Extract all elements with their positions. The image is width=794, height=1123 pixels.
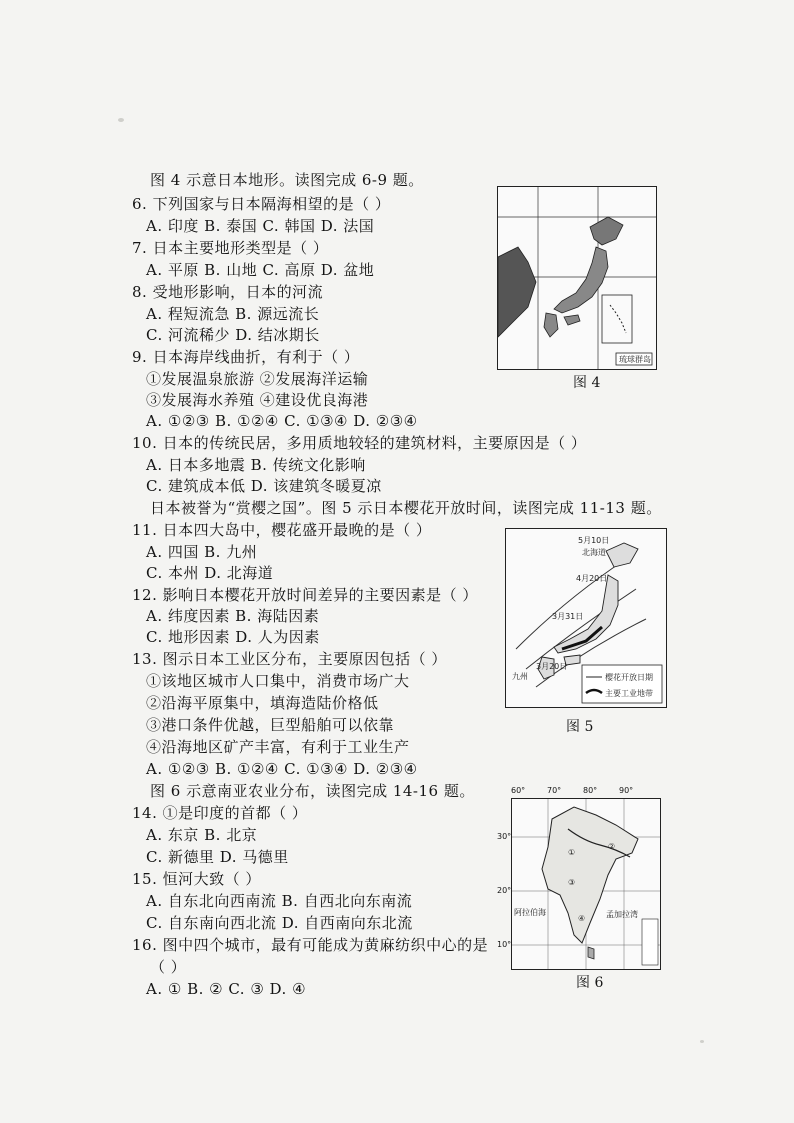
scan-speck xyxy=(118,118,124,122)
question-9-items-12: ①发展温泉旅游 ②发展海洋运输 xyxy=(146,370,369,388)
question-12-options-cd: C. 地形因素 D. 人为因素 xyxy=(146,628,320,646)
question-13-item-1: ①该地区城市人口集中，消费市场广大 xyxy=(146,672,410,690)
scan-speck xyxy=(700,1040,704,1043)
question-8-options-ab: A. 程短流急 B. 源远流长 xyxy=(146,305,320,323)
city-mark: ④ xyxy=(578,914,586,923)
box-label: 琉球群岛 xyxy=(619,355,651,364)
lon-label: 70° xyxy=(547,786,562,795)
legend-box xyxy=(642,919,658,965)
question-6-options: A. 印度 B. 泰国 C. 韩国 D. 法国 xyxy=(146,217,375,235)
question-10-options-ab: A. 日本多地震 B. 传统文化影响 xyxy=(146,456,366,474)
lat-label: 20° xyxy=(497,886,512,895)
date-label: 3月20日 xyxy=(536,662,568,671)
india-outline xyxy=(542,807,638,943)
question-9-items-34: ③发展海水养殖 ④建设优良海港 xyxy=(146,391,369,409)
city-mark: ③ xyxy=(568,878,576,887)
question-11-options-cd: C. 本州 D. 北海道 xyxy=(146,564,274,582)
question-13-options: A. ①②③ B. ①②④ C. ①③④ D. ②③④ xyxy=(146,760,418,778)
legend-industrial: 主要工业地带 xyxy=(605,689,653,698)
intro-figure-4: 图 4 示意日本地形。读图完成 6-9 题。 xyxy=(150,171,424,189)
honshu-shape xyxy=(554,247,608,313)
lat-label: 10° xyxy=(497,940,512,949)
intro-figure-5: 日本被誉为“赏樱之国”。图 5 示日本樱花开放时间，读图完成 11-13 题。 xyxy=(150,499,662,517)
date-label: 3月31日 xyxy=(552,612,584,621)
question-7: 7. 日本主要地形类型是（ ） xyxy=(132,239,329,257)
question-16: 16. 图中四个城市，最有可能成为黄麻纺织中心的是 xyxy=(132,936,489,954)
question-14-options-ab: A. 东京 B. 北京 xyxy=(146,826,258,844)
question-13: 13. 图示日本工业区分布，主要原因包括（ ） xyxy=(132,650,447,668)
figure-4-japan-terrain-map xyxy=(497,186,657,370)
japan-terrain-svg xyxy=(498,187,656,369)
question-9-options: A. ①②③ B. ①②④ C. ①③④ D. ②③④ xyxy=(146,412,418,430)
question-11: 11. 日本四大岛中，樱花盛开最晚的是（ ） xyxy=(132,521,432,539)
question-10: 10. 日本的传统民居，多用质地较轻的建筑材料，主要原因是（ ） xyxy=(132,434,587,452)
question-8: 8. 受地形影响，日本的河流 xyxy=(132,283,324,301)
question-15-options-ab: A. 自东北向西南流 B. 自西北向东南流 xyxy=(146,892,413,910)
question-15: 15. 恒河大致（ ） xyxy=(132,870,261,888)
question-16-options: A. ① B. ② C. ③ D. ④ xyxy=(146,980,307,998)
question-14-options-cd: C. 新德里 D. 马德里 xyxy=(146,848,289,866)
place-label: 北海道 xyxy=(582,548,606,557)
question-12-options-ab: A. 纬度因素 B. 海陆因素 xyxy=(146,607,320,625)
question-10-options-cd: C. 建筑成本低 D. 该建筑冬暖夏凉 xyxy=(146,477,382,495)
mainland-shape xyxy=(498,247,536,337)
ryukyu-inset-frame xyxy=(602,295,632,343)
sea-label: 孟加拉湾 xyxy=(606,910,638,919)
figure-5-caption: 图 5 xyxy=(566,719,594,735)
sri-lanka-shape xyxy=(588,947,594,959)
lon-label: 90° xyxy=(619,786,634,795)
south-asia-map-svg xyxy=(512,799,660,969)
figure-6-south-asia-map xyxy=(511,798,661,970)
sea-label: 阿拉伯海 xyxy=(514,908,546,917)
question-9: 9. 日本海岸线曲折，有利于（ ） xyxy=(132,348,360,366)
date-label: 4月20日 xyxy=(576,574,608,583)
sakura-map-svg xyxy=(506,529,666,707)
question-6: 6. 下列国家与日本隔海相望的是（ ） xyxy=(132,195,391,213)
figure-5-sakura-map xyxy=(505,528,667,708)
question-12: 12. 影响日本樱花开放时间差异的主要因素是（ ） xyxy=(132,586,478,604)
place-label: 九州 xyxy=(512,672,528,681)
legend-bloom-date: 樱花开放日期 xyxy=(605,673,653,682)
question-11-options-ab: A. 四国 B. 九州 xyxy=(146,543,258,561)
lon-label: 60° xyxy=(511,786,526,795)
lat-label: 30° xyxy=(497,832,512,841)
kyushu-shape xyxy=(544,313,558,337)
intro-figure-6: 图 6 示意南亚农业分布，读图完成 14-16 题。 xyxy=(150,782,475,800)
question-14: 14. ①是印度的首都（ ） xyxy=(132,804,308,822)
shikoku-shape xyxy=(564,315,580,325)
city-mark: ① xyxy=(568,848,576,857)
figure-6-caption: 图 6 xyxy=(576,975,604,991)
question-8-options-cd: C. 河流稀少 D. 结冰期长 xyxy=(146,326,320,344)
hokkaido-shape xyxy=(606,543,638,567)
city-mark: ② xyxy=(608,842,616,851)
question-16-bracket: （ ） xyxy=(150,958,187,976)
lon-label: 80° xyxy=(583,786,598,795)
question-13-item-2: ②沿海平原集中，填海造陆价格低 xyxy=(146,694,379,712)
question-13-item-4: ④沿海地区矿产丰富，有利于工业生产 xyxy=(146,738,410,756)
figure-4-caption: 图 4 xyxy=(573,375,601,391)
date-label: 5月10日 xyxy=(578,536,610,545)
question-13-item-3: ③港口条件优越，巨型船舶可以依靠 xyxy=(146,716,395,734)
question-15-options-cd: C. 自东南向西北流 D. 自西南向东北流 xyxy=(146,914,413,932)
hokkaido-shape xyxy=(590,217,623,245)
question-7-options: A. 平原 B. 山地 C. 高原 D. 盆地 xyxy=(146,261,375,279)
